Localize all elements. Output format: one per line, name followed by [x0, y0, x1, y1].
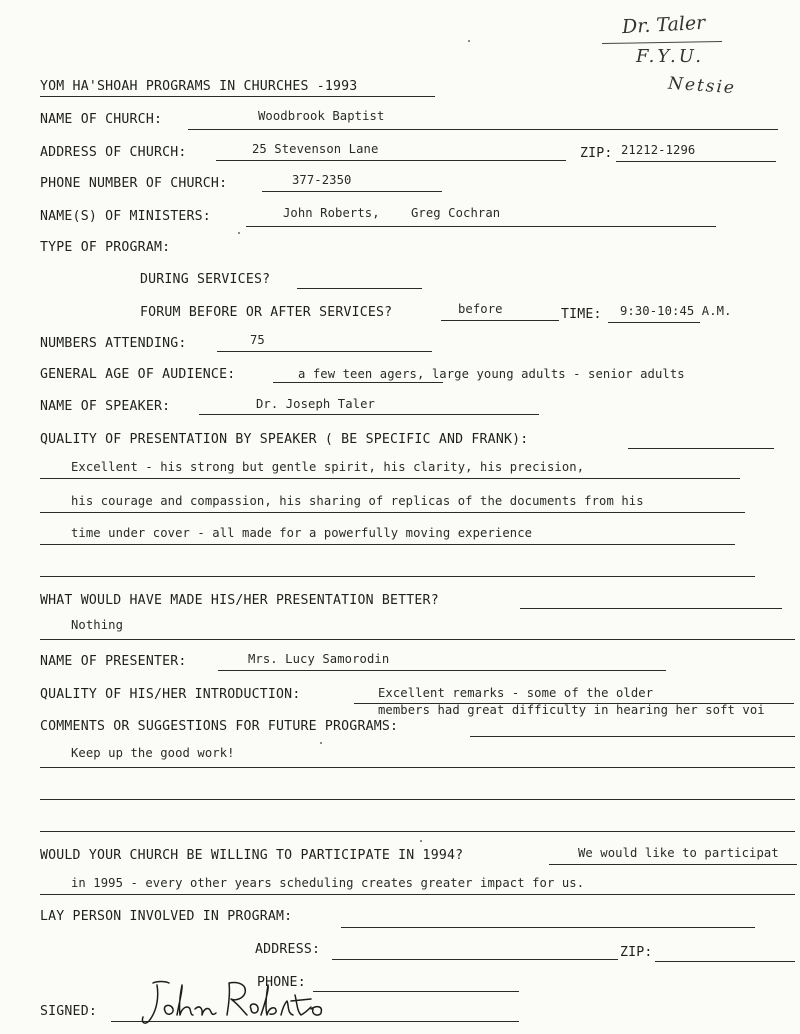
church-address-value: 25 Stevenson Lane: [252, 142, 379, 156]
handwritten-note-line-1: Dr. Taler: [621, 11, 706, 39]
participate-value-1: We would like to participat: [578, 846, 779, 860]
phone-value: 377-2350: [292, 173, 352, 187]
speaker-label: NAME OF SPEAKER:: [40, 399, 171, 414]
audience-age-line: [273, 382, 443, 383]
quality-rule-3: [40, 544, 735, 545]
lay-address-line: [332, 959, 618, 960]
time-value: 9:30-10:45 A.M.: [620, 304, 732, 318]
signed-label: SIGNED:: [40, 1004, 97, 1019]
forum-label: FORUM BEFORE OR AFTER SERVICES?: [140, 305, 393, 320]
comments-rule-2: [40, 799, 795, 800]
speaker-line: [199, 414, 539, 415]
speck: [468, 40, 470, 42]
handwritten-note-line-3: Netsie: [667, 73, 737, 99]
better-label-line: [520, 608, 782, 609]
lay-address-label: ADDRESS:: [255, 942, 321, 957]
quality-rule-4: [40, 576, 755, 577]
church-address-line: [216, 160, 566, 161]
introduction-value-2: members had great difficulty in hearing her soft voi: [378, 703, 765, 717]
attending-value: 75: [250, 333, 265, 347]
quality-line-2: his courage and compassion, his sharing of replicas of the documents from his: [71, 494, 644, 508]
minister-2-value: Greg Cochran: [411, 206, 501, 220]
during-services-line: [297, 288, 422, 289]
form-title: YOM HA'SHOAH PROGRAMS IN CHURCHES -1993: [40, 79, 358, 94]
comments-rule-1: [40, 767, 795, 768]
lay-person-label: LAY PERSON INVOLVED IN PROGRAM:: [40, 909, 293, 924]
quality-rule-2: [40, 512, 745, 513]
time-label: TIME:: [561, 307, 602, 322]
church-name-line: [188, 129, 778, 130]
presenter-label: NAME OF PRESENTER:: [40, 654, 187, 669]
comments-label-line: [470, 736, 795, 737]
handwritten-note-line-2: F.Y.U.: [636, 46, 704, 67]
quality-label-line: [628, 448, 774, 449]
time-line: [608, 322, 700, 323]
zip-label: ZIP:: [580, 146, 613, 161]
church-address-label: ADDRESS OF CHURCH:: [40, 145, 187, 160]
church-name-label: NAME OF CHURCH:: [40, 112, 163, 127]
quality-line-3: time under cover - all made for a powerfully moving experience: [71, 526, 533, 540]
better-label: WHAT WOULD HAVE MADE HIS/HER PRESENTATION BETTER?: [40, 593, 439, 608]
better-rule: [40, 639, 795, 640]
quality-line-1: Excellent - his strong but gentle spirit, his clarity, his precision,: [71, 460, 585, 474]
comments-rule-3: [40, 831, 795, 832]
audience-age-label: GENERAL AGE OF AUDIENCE:: [40, 367, 236, 382]
presenter-value: Mrs. Lucy Samorodin: [248, 652, 390, 666]
participate-line: [549, 864, 797, 865]
minister-1-value: John Roberts,: [283, 206, 380, 220]
audience-age-value: a few teen agers, large young adults - senior adults: [298, 367, 685, 381]
forum-value: before: [458, 302, 503, 316]
introduction-value-1: Excellent remarks - some of the older: [378, 686, 654, 700]
introduction-label: QUALITY OF HIS/HER INTRODUCTION:: [40, 687, 301, 702]
speaker-value: Dr. Joseph Taler: [256, 397, 375, 411]
comments-label: COMMENTS OR SUGGESTIONS FOR FUTURE PROGRAMS:: [40, 719, 399, 734]
participate-rule: [40, 894, 795, 895]
note-underline: [602, 41, 722, 44]
ministers-line: [246, 226, 716, 227]
lay-zip-line: [655, 961, 795, 962]
phone-line: [262, 191, 442, 192]
speck: [238, 232, 240, 234]
attending-label: NUMBERS ATTENDING:: [40, 336, 187, 351]
comments-value: Keep up the good work!: [71, 746, 235, 760]
zip-line: [616, 161, 776, 162]
speck: [420, 840, 422, 842]
lay-phone-label: PHONE:: [257, 975, 306, 990]
better-value: Nothing: [71, 618, 124, 632]
speck: [320, 742, 322, 744]
ministers-label: NAME(S) OF MINISTERS:: [40, 209, 211, 224]
presenter-line: [218, 670, 666, 671]
church-name-value: Woodbrook Baptist: [258, 109, 385, 123]
during-services-label: DURING SERVICES?: [140, 272, 271, 287]
participate-label: WOULD YOUR CHURCH BE WILLING TO PARTICIPATE IN 1994?: [40, 848, 464, 863]
lay-person-line: [341, 927, 755, 928]
forum-line: [441, 320, 559, 321]
lay-phone-line: [313, 991, 519, 992]
zip-value: 21212-1296: [621, 143, 696, 157]
lay-zip-label: ZIP:: [620, 945, 653, 960]
phone-label: PHONE NUMBER OF CHURCH:: [40, 176, 228, 191]
program-type-label: TYPE OF PROGRAM:: [40, 240, 171, 255]
participate-value-2: in 1995 - every other years scheduling creates greater impact for us.: [71, 876, 585, 890]
quality-rule-1: [40, 478, 740, 479]
attending-line: [217, 351, 432, 352]
signature: [135, 975, 335, 1030]
quality-label: QUALITY OF PRESENTATION BY SPEAKER ( BE SPECIFIC AND FRANK):: [40, 432, 529, 447]
title-underline: [40, 96, 435, 97]
